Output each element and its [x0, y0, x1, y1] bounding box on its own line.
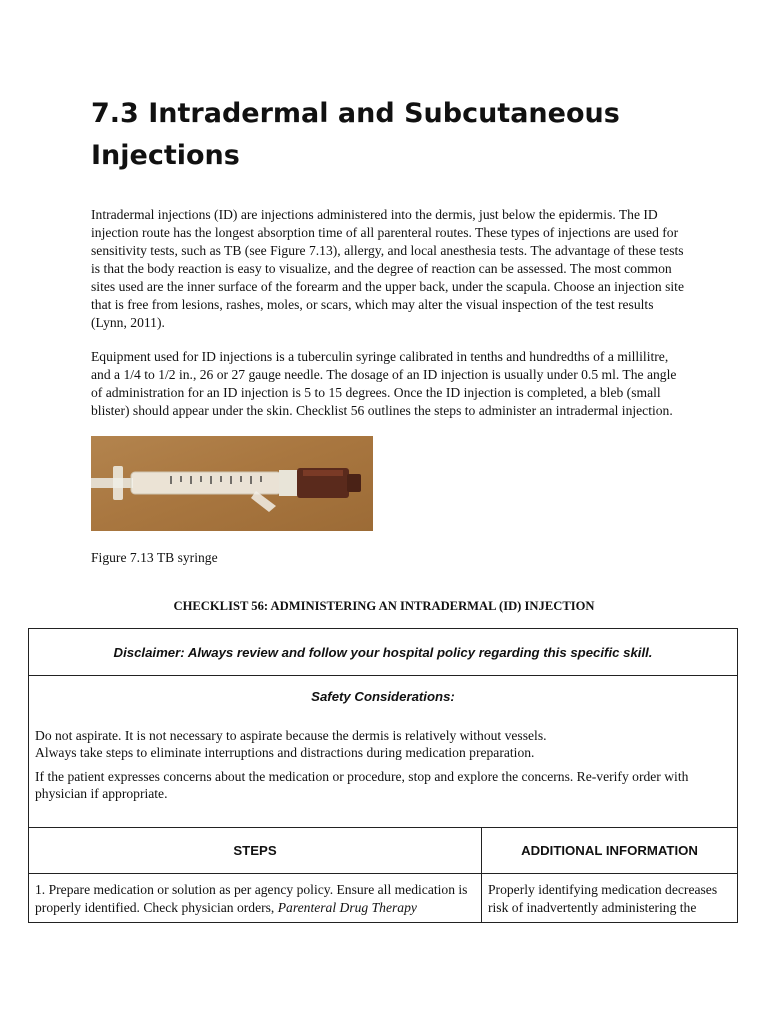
figure-caption: Figure 7.13 TB syringe — [91, 550, 218, 565]
safety-line: Do not aspirate. It is not necessary to aspirate because the dermis is relatively without vessels. — [35, 728, 547, 743]
paragraph-intro: Intradermal injections (ID) are injections administered into the dermis, just below the epidermis. The ID injection route has the longest absorption time of all parenteral routes. These types of injections are used for sensitivity tests, such as TB (see Figure 7.13), allergy, and local anesthesia tests. The advantage of these tests is that the body reaction is easy to visualize, and the degree of reaction can be assessed. The most common sites used are the inner surface of the forearm and the upper back, under the scapula. Choose an injection site that is free from lesions, rashes, moles, or scars, which may alter the visual inspection of the test results (Lynn, 2011). — [91, 207, 684, 330]
checklist-title: CHECKLIST 56: ADMINISTERING AN INTRADERMAL (ID) INJECTION — [173, 599, 595, 613]
syringe-illustration — [91, 436, 373, 531]
safety-considerations — [29, 676, 737, 828]
info-cell: Properly identifying medication decreases risk of inadvertently administering the — [488, 882, 718, 915]
steps-header: STEPS — [29, 828, 482, 873]
tb-syringe-photo — [91, 436, 373, 531]
section-heading: 7.3 Intradermal and Subcutaneous Injections — [91, 98, 620, 171]
additional-info-header: ADDITIONAL INFORMATION — [521, 843, 698, 858]
disclaimer-row: Disclaimer: Always review and follow your hospital policy regarding this specific skill. — [29, 629, 737, 676]
safety-title: Safety Considerations: — [311, 689, 455, 704]
step-cell — [29, 874, 482, 922]
table-header-row — [29, 828, 737, 874]
table-row — [29, 874, 737, 922]
safety-line: Always take steps to eliminate interruptions and distractions during medication preparation. — [35, 745, 535, 760]
safety-line: If the patient expresses concerns about the medication or procedure, stop and explore the concerns. Re-verify order with physician if appropriate. — [35, 769, 689, 801]
checklist-table — [28, 628, 738, 923]
step-italic-reference: Parenteral Drug Therapy — [277, 900, 417, 915]
step-text: 1. Prepare medication or solution as per agency policy. Ensure all medication is properly identified. Check physician orders, — [35, 882, 468, 915]
paragraph-equipment: Equipment used for ID injections is a tuberculin syringe calibrated in tenths and hundredths of a millilitre, and a 1/4 to 1/2 in., 26 or 27 gauge needle. The dosage of an ID injection is usually under 0.5 ml. The angle of administration for an ID injection is 5 to 15 degrees. Once the ID injection is completed, a bleb (small blister) should appear under the skin. Checklist 56 outlines the steps to administer an intradermal injection. — [91, 349, 677, 418]
